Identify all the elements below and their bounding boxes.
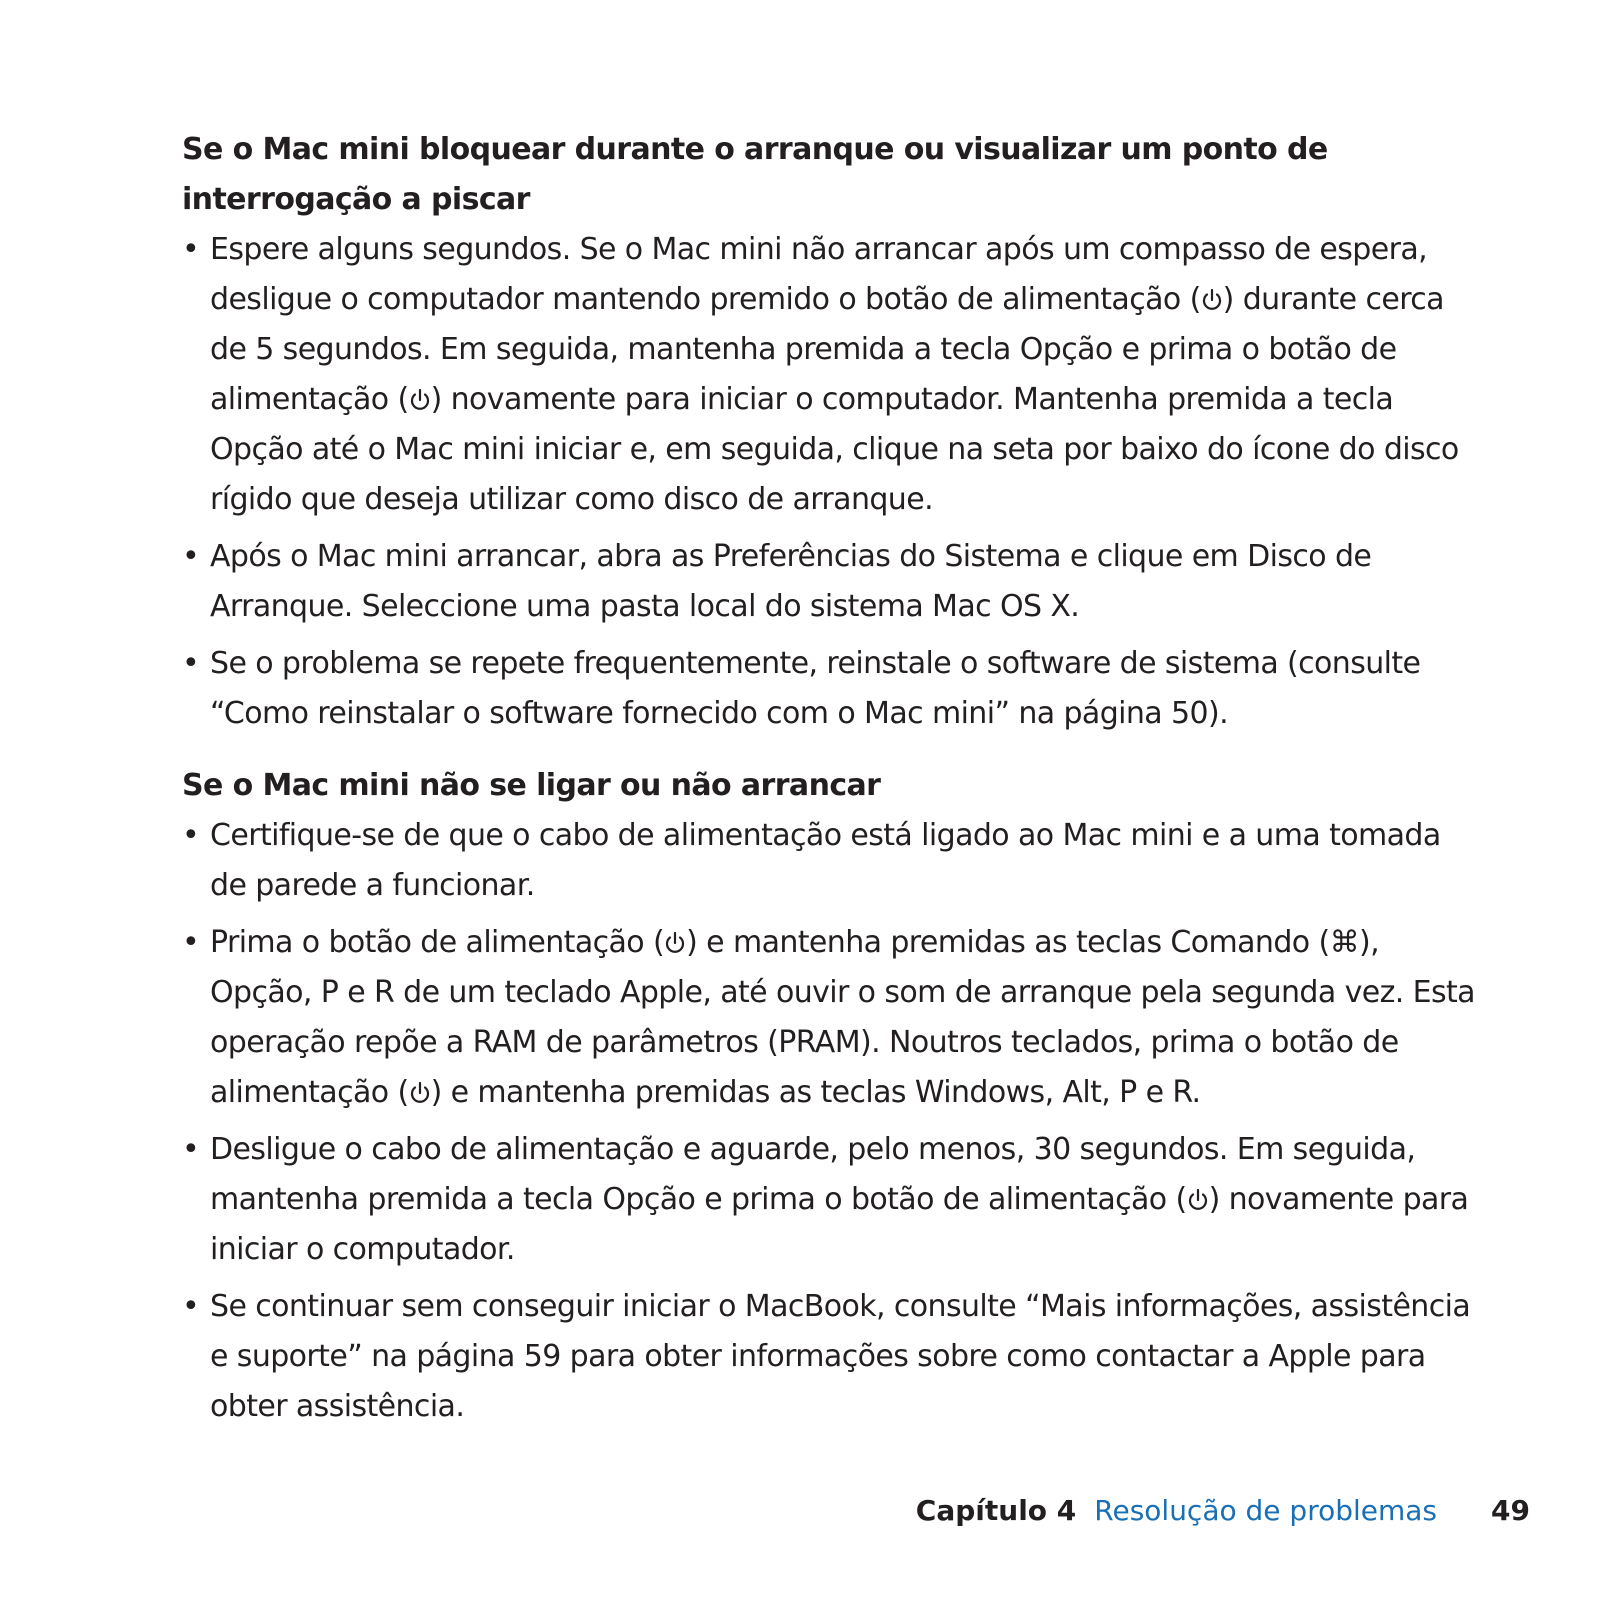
bullet-dot: • xyxy=(182,232,200,267)
bullet-list xyxy=(182,811,1482,1432)
power-icon xyxy=(1187,1188,1209,1212)
bullet-dot: • xyxy=(182,539,200,574)
list-item xyxy=(182,532,1482,632)
list-item xyxy=(182,639,1482,739)
list-item xyxy=(182,225,1482,525)
power-icon xyxy=(409,388,431,412)
item-text: ) durante cerca de 5 segundos. Em seguida, mantenha premida a tecla Opção e prima o botão de alimentação ( xyxy=(210,282,1444,417)
item-text: Se o problema se repete frequentemente, reinstale o software de sistema (consulte “Como reinstalar o software fornecido com o Mac mini” na página 50). xyxy=(210,646,1421,731)
bullet-dot: • xyxy=(182,646,200,681)
section-heading: Se o Mac mini bloquear durante o arranque ou visualizar um ponto de interrogação a piscar xyxy=(182,132,1328,217)
document-body xyxy=(182,125,1482,1454)
bullet-dot: • xyxy=(182,1132,200,1167)
list-item xyxy=(182,1282,1482,1432)
list-item xyxy=(182,918,1482,1118)
power-icon xyxy=(664,931,686,955)
item-text: Se continuar sem conseguir iniciar o MacBook, consulte “Mais informações, assistência e suporte” na página 59 para obter informações sobre como contactar a Apple para obter assistência. xyxy=(210,1289,1471,1424)
item-text: ) e mantenha premidas as teclas Comando (⌘), Opção, P e R de um teclado Apple, até ouvir o som de arranque pela segunda vez. Esta operação repõe a RAM de parâmetros (PRAM). Noutros teclados, prima o botão de alimentação ( xyxy=(210,925,1475,1110)
item-text: Espere alguns segundos. Se o Mac mini não arrancar após um compasso de espera, desligue o computador mantendo premido o botão de alimentação ( xyxy=(210,232,1428,317)
section-heading: Se o Mac mini não se ligar ou não arrancar xyxy=(182,768,881,803)
page-footer xyxy=(916,1491,1530,1531)
item-text: ) e mantenha premidas as teclas Windows, Alt, P e R. xyxy=(430,1075,1201,1110)
item-text: Prima o botão de alimentação ( xyxy=(210,925,665,960)
bullet-dot: • xyxy=(182,818,200,853)
item-text: Desligue o cabo de alimentação e aguarde, pelo menos, 30 segundos. Em seguida, mantenha premida a tecla Opção e prima o botão de alimentação ( xyxy=(210,1132,1416,1217)
power-icon xyxy=(409,1081,431,1105)
item-text: ) novamente para iniciar o computador. Mantenha premida a tecla Opção até o Mac mini iniciar e, em seguida, clique na seta por baixo do ícone do disco rígido que deseja utilizar como disco de arranque. xyxy=(210,382,1459,517)
chapter-title-link[interactable]: Resolução de problemas xyxy=(1094,1494,1438,1527)
bullet-dot: • xyxy=(182,1289,200,1324)
chapter-label: Capítulo 4 xyxy=(915,1494,1077,1527)
bullet-dot: • xyxy=(182,925,200,960)
item-text: Certifique-se de que o cabo de alimentação está ligado ao Mac mini e a uma tomada de parede a funcionar. xyxy=(210,818,1441,903)
list-item xyxy=(182,811,1482,911)
item-text: ) novamente para iniciar o computador. xyxy=(210,1182,1469,1267)
page-number: 49 xyxy=(1491,1494,1530,1527)
list-item xyxy=(182,1125,1482,1275)
item-text: Após o Mac mini arrancar, abra as Preferências do Sistema e clique em Disco de Arranque. Seleccione uma pasta local do sistema Mac OS X. xyxy=(210,539,1372,624)
power-icon xyxy=(1201,288,1223,312)
bullet-list xyxy=(182,225,1482,739)
